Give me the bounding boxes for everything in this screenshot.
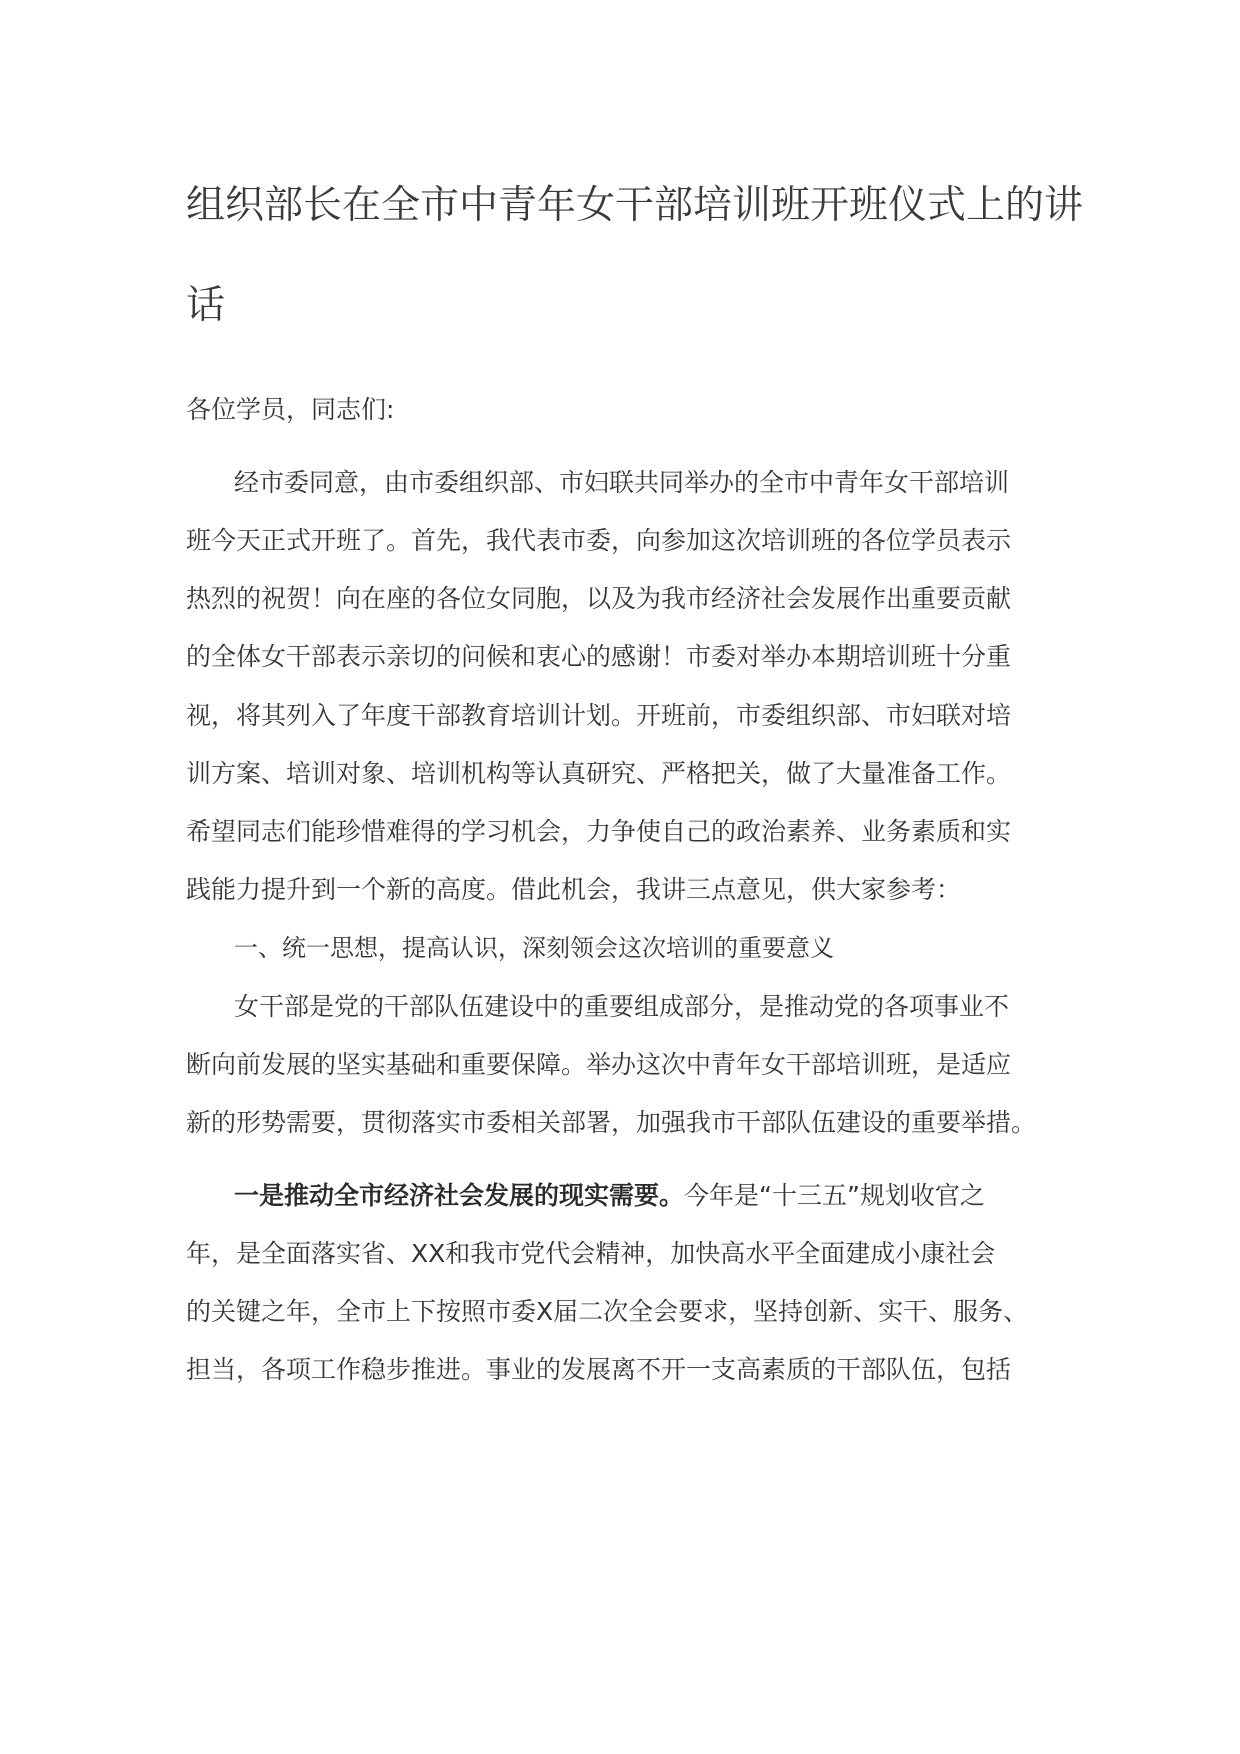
paragraph-3-line-4: 担当，各项工作稳步推进。事业的发展离不开一支高素质的干部队伍，包括	[186, 1355, 1012, 1384]
section-heading-1: 一、统一思想，提高认识，深刻领会这次培训的重要意义	[234, 934, 834, 962]
paragraph-2-line-2: 断向前发展的坚实基础和重要保障。举办这次中青年女干部培训班，是适应	[186, 1050, 1012, 1079]
document-title-line-2: 话	[186, 283, 226, 328]
paragraph-1-line-4: 的全体女干部表示亲切的问候和衷心的感谢！市委对举办本期培训班十分重	[186, 642, 1012, 671]
paragraph-2-line-1: 女干部是党的干部队伍建设中的重要组成部分，是推动党的各项事业不	[234, 992, 1010, 1021]
document-title-line-1: 组织部长在全市中青年女干部培训班开班仪式上的讲	[186, 183, 1084, 228]
salutation: 各位学员，同志们:	[186, 395, 395, 424]
paragraph-3-bold-lead: 一是推动全市经济社会发展的现实需要。	[234, 1181, 685, 1210]
paragraph-1-line-2: 班今天正式开班了。首先，我代表市委，向参加这次培训班的各位学员表示	[186, 526, 1012, 555]
paragraph-3-line-3: 的关键之年，全市上下按照市委X届二次全会要求，坚持创新、实干、服务、	[186, 1297, 1029, 1326]
paragraph-1-line-8: 践能力提升到一个新的高度。借此机会，我讲三点意见，供大家参考：	[186, 875, 962, 904]
paragraph-3-line-2: 年，是全面落实省、XX和我市党代会精神，加快高水平全面建成小康社会	[186, 1239, 996, 1268]
paragraph-1-line-5: 视，将其列入了年度干部教育培训计划。开班前，市委组织部、市妇联对培	[186, 701, 1012, 730]
paragraph-1-line-1: 经市委同意，由市委组织部、市妇联共同举办的全市中青年女干部培训	[234, 468, 1010, 497]
paragraph-3-line-1	[234, 1179, 985, 1213]
paragraph-1-line-7: 希望同志们能珍惜难得的学习机会，力争使自己的政治素养、业务素质和实	[186, 817, 1012, 846]
paragraph-1-line-3: 热烈的祝贺！向在座的各位女同胞，以及为我市经济社会发展作出重要贡献	[186, 584, 1012, 613]
paragraph-3-line-1-rest: 今年是“十三五”规划收官之	[684, 1181, 985, 1210]
paragraph-2-line-3: 新的形势需要，贯彻落实市委相关部署，加强我市干部队伍建设的重要举措。	[186, 1108, 1037, 1137]
paragraph-1-line-6: 训方案、培训对象、培训机构等认真研究、严格把关，做了大量准备工作。	[186, 759, 1012, 788]
